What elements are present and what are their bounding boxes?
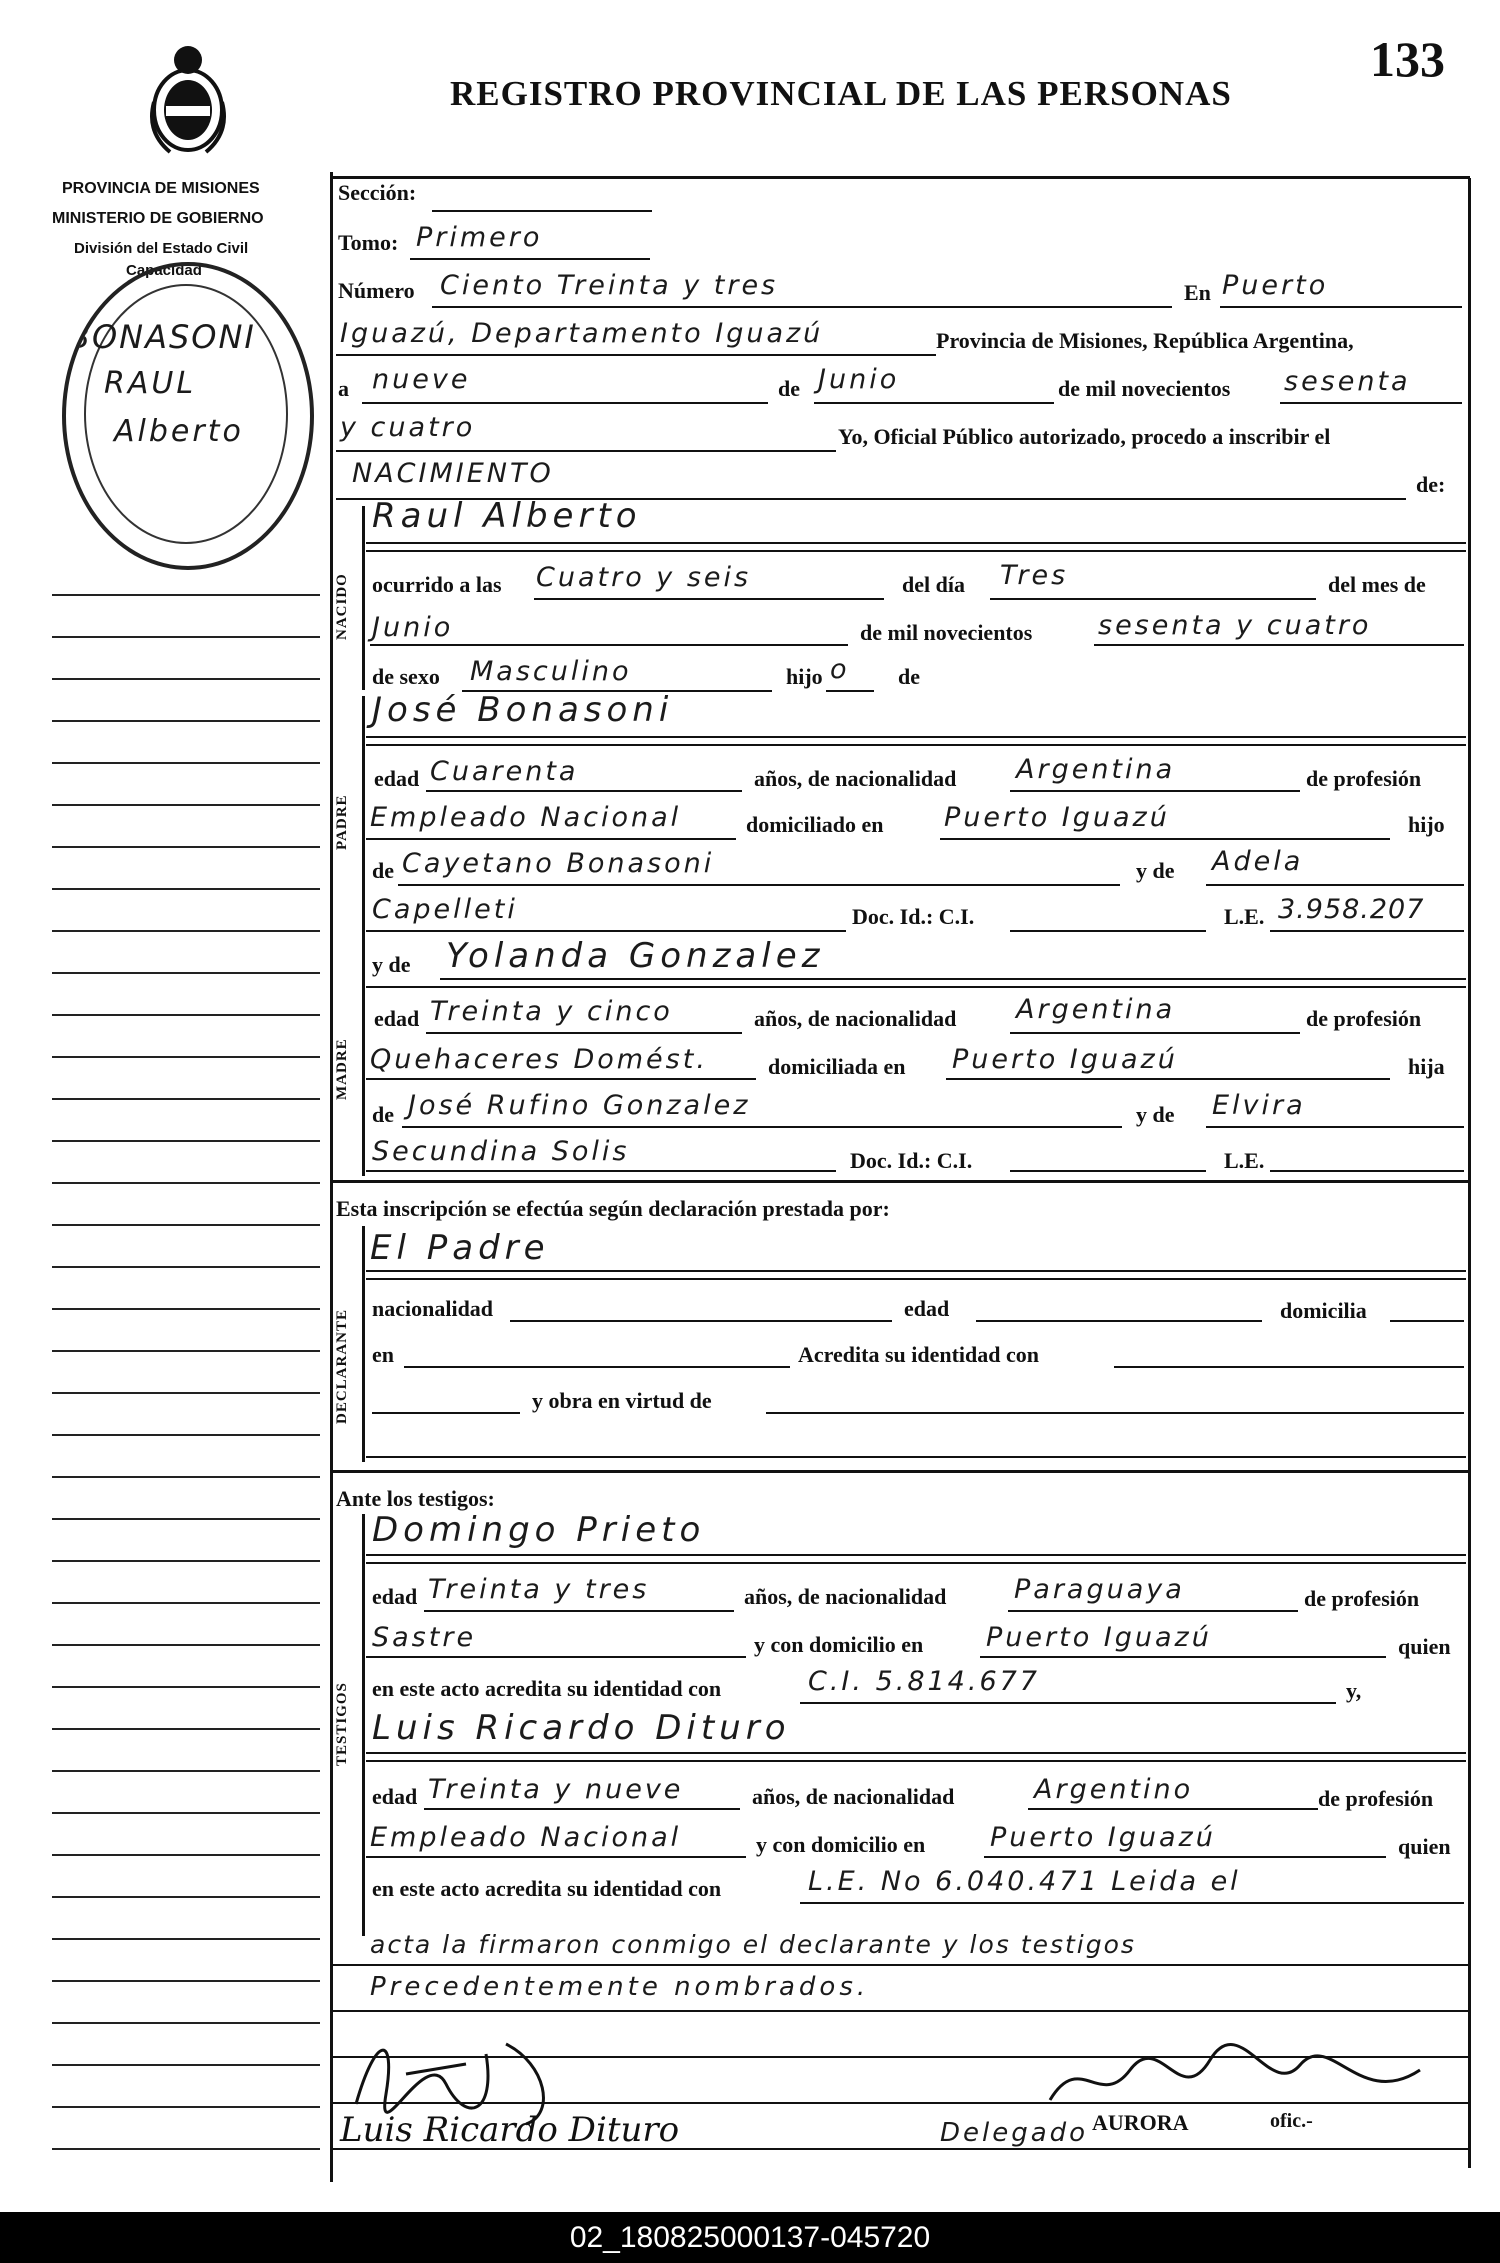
declarante-nac-label: nacionalidad [372,1296,494,1321]
de-colon-label: de: [1416,472,1446,497]
province-label: PROVINCIA DE MISIONES [62,180,260,197]
de-label: de [778,376,800,401]
tomo-label: Tomo: [338,230,399,255]
testigo1-quien-label: quien [1398,1634,1451,1659]
numero-label: Número [338,278,415,303]
testigo2-nac-value: Argentino [1034,1774,1194,1805]
testigo2-prof-value: Empleado Nacional [370,1822,682,1853]
testigo2-edad-label: edad [372,1784,418,1809]
numero-value: Ciento Treinta y tres [440,270,779,301]
madre-le-label: L.E. [1224,1148,1265,1173]
oficial-text: Yo, Oficial Público autorizado, procedo a inscribir el [838,424,1331,449]
stamp-name: RAUL [104,366,197,401]
registry-stamp [62,262,314,570]
year-value-2: y cuatro [340,412,476,443]
madre-nac-label: años, de nacionalidad [754,1006,957,1031]
testigo2-edad-value: Treinta y nueve [428,1774,684,1805]
del-dia-label: del día [902,572,965,597]
declarante-acredita-label: Acredita su identidad con [798,1342,1040,1367]
closing-line-1: acta la firmaron conmigo el declarante y los testigos [370,1930,1136,1959]
padre-y-de-label: y de [1136,858,1175,883]
seccion-label: Sección: [338,180,417,205]
ocurrido-label: ocurrido a las [372,572,502,597]
year-value-1: sesenta [1284,366,1411,397]
testigo1-nac-label: años, de nacionalidad [744,1584,947,1609]
hijo-de-label: de [898,664,920,689]
padre-hijo-label: hijo [1408,812,1445,837]
testigo1-edad-label: edad [372,1584,418,1609]
hora-value: Cuatro y seis [536,562,752,593]
padre-parent-mother-last: Capelleti [372,894,518,925]
hijo-label: hijo [786,664,823,689]
testigo1-prof-label: de profesión [1304,1586,1420,1611]
tomo-value: Primero [416,222,543,253]
padre-le-label: L.E. [1224,904,1265,929]
de-mil-nacido-label: de mil novecientos [860,620,1033,645]
testigo1-nac-value: Paraguaya [1014,1574,1185,1605]
ministry-label: MINISTERIO DE GOBIERNO [52,210,264,227]
padre-edad-value: Cuarenta [430,756,579,787]
document-title: REGISTRO PROVINCIAL DE LAS PERSONAS [450,74,1232,113]
madre-nac-value: Argentina [1016,994,1176,1025]
madre-name: Yolanda Gonzalez [446,936,825,976]
declarante-intro: Esta inscripción se efectúa según declaración prestada por: [336,1196,890,1221]
declarante-obra-label: y obra en virtud de [532,1388,712,1413]
testigos-side-label: TESTIGOS [334,1682,350,1766]
padre-dom-label: domiciliado en [746,812,884,837]
de-mil-label: de mil novecientos [1058,376,1231,401]
madre-de-label: de [372,1102,394,1127]
testigo2-quien-label: quien [1398,1834,1451,1859]
frame-left-border [330,172,333,2182]
anio-value: sesenta y cuatro [1098,610,1372,641]
madre-dom-value: Puerto Iguazú [952,1044,1178,1075]
capacidad-label: Capacidad [126,262,202,279]
provincia-text: Provincia de Misiones, República Argentina, [936,328,1354,353]
padre-le-value: 3.958.207 [1278,894,1425,925]
page-number: 133 [1370,31,1445,87]
stamp-ofic: ofic.- [1270,2110,1313,2132]
acta-type-value: NACIMIENTO [352,458,554,489]
padre-prof-value: Empleado Nacional [370,802,682,833]
division-label: División del Estado Civil [74,240,249,257]
hijo-value: o [830,654,850,685]
stamp-surname: BONASONI [68,318,256,356]
declarante-edad-label: edad [904,1296,950,1321]
frame-top-border [330,176,1470,179]
testigo1-acredita-value: C.I. 5.814.677 [808,1666,1040,1697]
declarante-domicilia-label: domicilia [1280,1298,1367,1323]
delegado-signature: Delegado [940,2118,1089,2148]
padre-edad-label: edad [374,766,420,791]
padre-nac-label: años, de nacionalidad [754,766,957,791]
coat-of-arms-icon [140,40,236,158]
madre-edad-value: Treinta y cinco [430,996,673,1027]
madre-edad-label: edad [374,1006,420,1031]
nacido-side-label: NACIDO [334,573,350,640]
sexo-label: de sexo [372,664,440,689]
testigo1-prof-value: Sastre [372,1622,477,1653]
testigo1-edad-value: Treinta y tres [428,1574,650,1605]
month-value: Junio [818,364,900,395]
madre-y-de-label: y de [372,952,411,977]
dia-value: Tres [1000,560,1069,591]
padre-de-label: de [372,858,394,883]
madre-side-label: MADRE [334,1038,350,1100]
padre-side-label: PADRE [334,794,350,850]
place-value: Iguazú, Departamento Iguazú [340,318,824,349]
padre-doc-label: Doc. Id.: C.I. [852,904,975,929]
nacido-name: Raul Alberto [372,496,642,536]
en-value: Puerto [1222,270,1329,301]
madre-parent-father: José Rufino Gonzalez [408,1090,751,1121]
testigo2-acredita-value: L.E. No 6.040.471 Leida el [808,1866,1241,1897]
testigo2-acredita-label: en este acto acredita su identidad con [372,1876,722,1901]
frame-right-border [1468,178,1471,2168]
padre-dom-value: Puerto Iguazú [944,802,1170,833]
testigo2-prof-label: de profesión [1318,1786,1434,1811]
madre-parent-mother-last: Secundina Solis [372,1136,630,1167]
stamp-aurora: AURORA [1092,2110,1189,2135]
testigos-intro: Ante los testigos: [336,1486,495,1511]
testigo2-name: Luis Ricardo Dituro [372,1708,791,1748]
testigo1-acredita-label: en este acto acredita su identidad con [372,1676,722,1701]
testigo2-dom-label: y con domicilio en [756,1832,926,1857]
testigo2-dom-value: Puerto Iguazú [990,1822,1216,1853]
testigo1-name: Domingo Prieto [372,1510,706,1550]
stamp-middle-name: Alberto [114,414,244,449]
closing-line-2: Precedentemente nombrados. [370,1972,870,2002]
signature-dituro: Luis Ricardo Dituro [340,2110,680,2150]
padre-name: José Bonasoni [372,690,674,730]
madre-doc-label: Doc. Id.: C.I. [850,1148,973,1173]
padre-parent-mother-first: Adela [1212,846,1304,877]
declarante-value: El Padre [370,1228,550,1268]
testigo2-nac-label: años, de nacionalidad [752,1784,955,1809]
padre-prof-label: de profesión [1306,766,1422,791]
madre-y-de-label-2: y de [1136,1102,1175,1127]
testigo1-y-label: y, [1346,1678,1362,1703]
madre-parent-mother-first: Elvira [1212,1090,1306,1121]
madre-hija-label: hija [1408,1054,1445,1079]
day-value: nueve [372,364,471,395]
declarante-side-label: DECLARANTE [334,1308,350,1424]
en-label: En [1184,280,1211,305]
padre-nac-value: Argentina [1016,754,1176,785]
testigo1-dom-value: Puerto Iguazú [986,1622,1212,1653]
madre-prof-value: Quehaceres Domést. [370,1044,708,1075]
sexo-value: Masculino [470,656,632,687]
declarante-en-label: en [372,1342,394,1367]
testigo1-dom-label: y con domicilio en [754,1632,924,1657]
a-label: a [338,376,349,401]
madre-prof-label: de profesión [1306,1006,1422,1031]
del-mes-label: del mes de [1328,572,1426,597]
footer-code-bar: 02_180825000137-045720 [0,2212,1500,2263]
mes-value: Junio [372,612,454,643]
padre-parent-father: Cayetano Bonasoni [402,848,715,879]
madre-dom-label: domiciliada en [768,1054,906,1079]
